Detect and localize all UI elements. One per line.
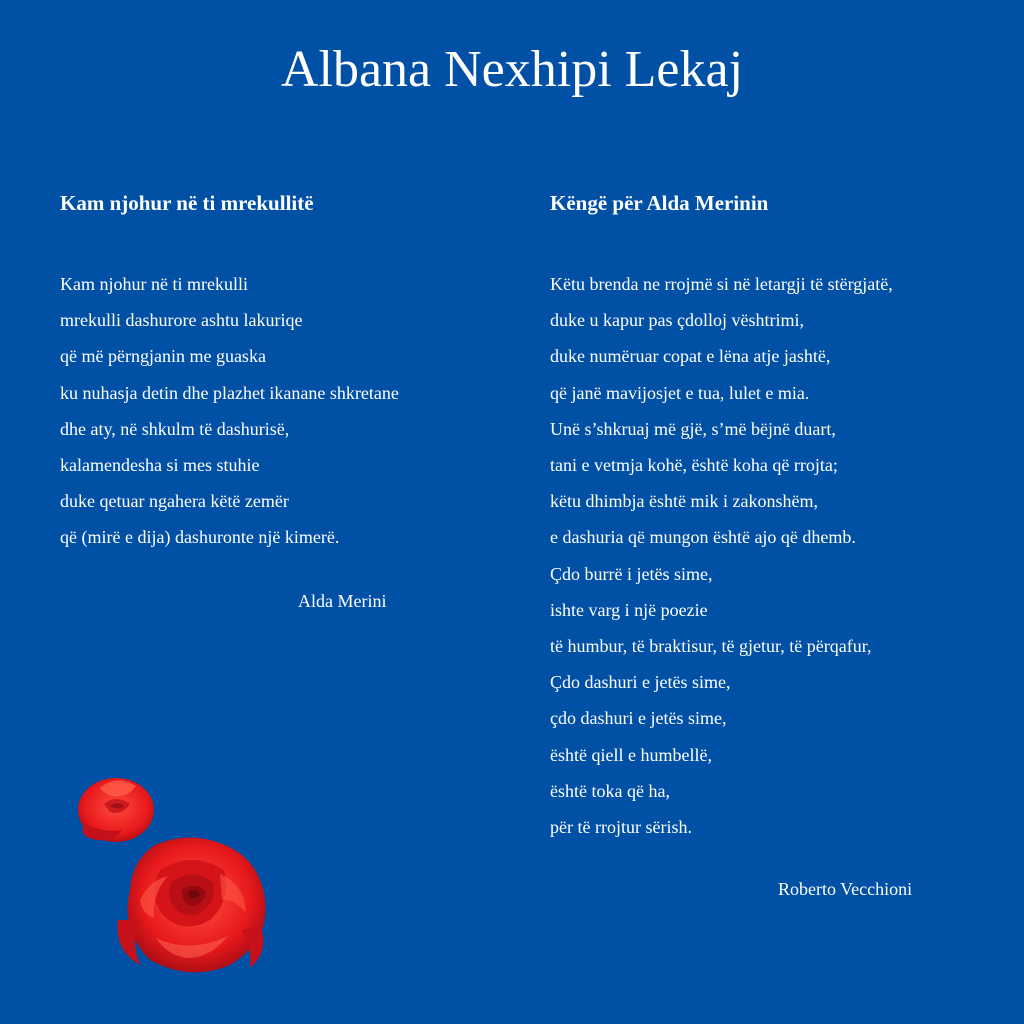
- poem-right: [550, 190, 1000, 845]
- poem-line: që janë mavijosjet e tua, lulet e mia.: [550, 382, 810, 403]
- page-title: Albana Nexhipi Lekaj: [280, 41, 744, 98]
- poem-line: ishte varg i një poezie: [550, 599, 708, 620]
- poem-line: që më përngjanin me guaska: [60, 346, 266, 367]
- poem-line: Këtu brenda ne rrojmë si në letargji të stërgjatë,: [550, 274, 893, 294]
- poem-line: është toka që ha,: [550, 780, 670, 801]
- poem-line: duke numëruar copat e lëna atje jashtë,: [550, 346, 831, 367]
- poem-line: të humbur, të braktisur, të gjetur, të përqafur,: [550, 636, 872, 657]
- poem-line: e dashuria që mungon është ajo që dhemb.: [550, 527, 856, 548]
- poem-line: Kam njohur në ti mrekulli: [60, 274, 248, 294]
- poem-line: mrekulli dashurore ashtu lakuriqe: [60, 310, 303, 331]
- poem-line: dhe aty, në shkulm të dashurisë,: [60, 418, 290, 439]
- poem-line: Unë s’shkruaj më gjë, s’më bëjnë duart,: [550, 418, 836, 439]
- poem-left-heading: Kam njohur në ti mrekullitë: [60, 191, 314, 215]
- poem-line: Çdo burrë i jetës sime,: [550, 563, 713, 584]
- poem-line: për të rrojtur sërish.: [550, 817, 692, 838]
- poem-line: duke u kapur pas çdolloj vështrimi,: [550, 310, 804, 331]
- poem-right-author: Roberto Vecchioni: [778, 879, 913, 899]
- poem-line: duke qetuar ngahera këtë zemër: [60, 491, 289, 512]
- poem-right-lines: [550, 266, 1000, 845]
- poem-left-author: Alda Merini: [298, 591, 387, 611]
- poem-line: tani e vetmja kohë, është koha që rrojta;: [550, 455, 838, 476]
- poem-line: është qiell e humbellë,: [550, 744, 712, 765]
- poem-line: Çdo dashuri e jetës sime,: [550, 672, 731, 693]
- poem-right-heading: Këngë për Alda Merinin: [550, 191, 769, 215]
- poem-line: këtu dhimbja është mik i zakonshëm,: [550, 491, 818, 512]
- poem-line: kalamendesha si mes stuhie: [60, 455, 260, 476]
- poem-line: ku nuhasja detin dhe plazhet ikanane shkretane: [60, 382, 399, 403]
- poem-left: [60, 190, 500, 556]
- poem-left-lines: [60, 266, 500, 556]
- rose-bloom-icon: [110, 830, 275, 980]
- poem-line: që (mirë e dija) dashuronte një kimerë.: [60, 527, 340, 548]
- poem-line: çdo dashuri e jetës sime,: [550, 708, 727, 729]
